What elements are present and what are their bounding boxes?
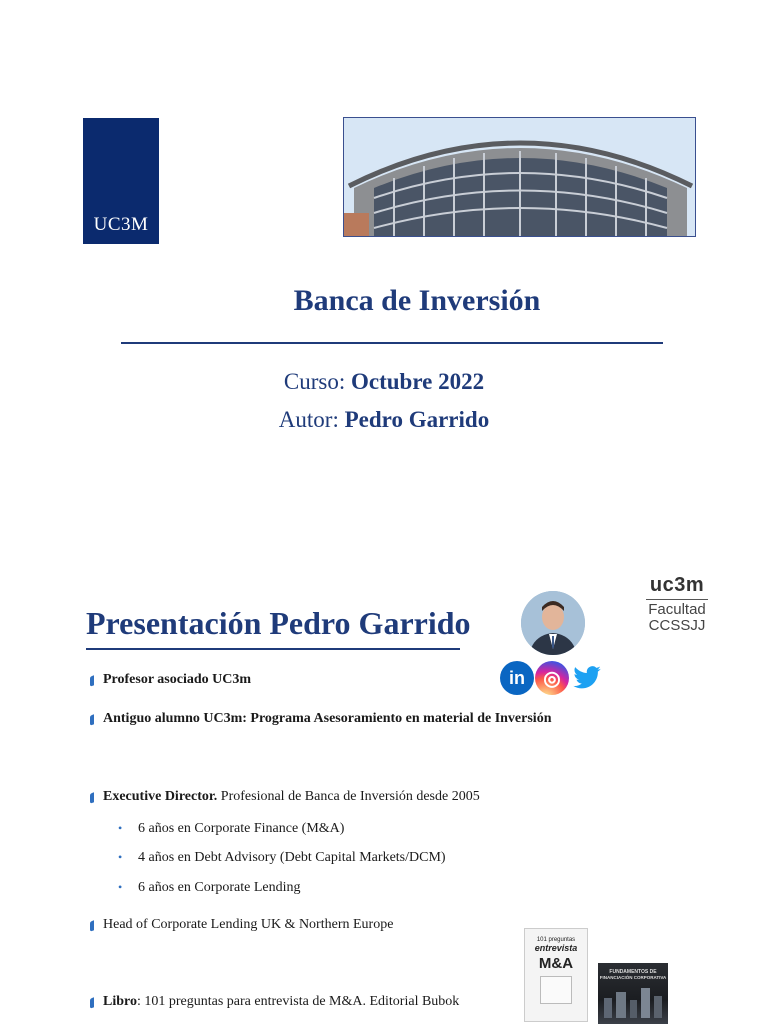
linkedin-icon[interactable] [500, 661, 534, 695]
faculty-logo [640, 574, 714, 648]
uc3m-logo-text: UC3M [93, 214, 149, 235]
twitter-bird [570, 663, 604, 693]
book2-line2: FINANCIACIÓN CORPORATIVA [599, 975, 667, 980]
twitter-icon[interactable] [570, 661, 604, 695]
faculty-line2: CCSSJJ [648, 617, 706, 634]
bullet-libro [90, 994, 459, 1010]
bullet-alumno [90, 711, 552, 727]
bullet-bold: Executive Director. [103, 789, 218, 804]
book-cover-ma [524, 928, 588, 1022]
avatar-portrait [521, 591, 585, 655]
faculty-divider [646, 599, 708, 600]
sub-bullet-marker: • [118, 880, 123, 894]
autor-label: Autor: [278, 407, 339, 432]
sub-bullet-cf [118, 821, 344, 837]
bullet-bold: Libro [103, 994, 137, 1009]
bullet-executive [90, 789, 480, 805]
book1-line2: entrevista [534, 943, 578, 953]
sub-bullet-lending [118, 880, 301, 896]
presentation-title: Presentación Pedro Garrido [86, 605, 471, 641]
building-photo [343, 117, 696, 237]
bullet-text: Head of Corporate Lending UK & Northern Europe [103, 917, 394, 932]
sub-bullet-dcm [118, 850, 446, 866]
instagram-label: ◎ [543, 667, 561, 690]
book2-line1: FUNDAMENTOS DE [609, 969, 657, 975]
bullet-marker [90, 675, 94, 686]
avatar [521, 591, 585, 655]
curso-value: Octubre 2022 [351, 369, 485, 394]
sub-bullet-text: 4 años en Debt Advisory (Debt Capital Markets/DCM) [138, 850, 446, 865]
uc3m-logo [83, 118, 159, 244]
book-cover-financiacion [598, 963, 668, 1024]
book1-illustration [540, 976, 572, 1004]
faculty-brand: uc3m [649, 574, 705, 596]
sub-bullet-text: 6 años en Corporate Finance (M&A) [138, 821, 345, 836]
bullet-profesor [90, 672, 251, 688]
building-illustration [344, 118, 696, 237]
course-title: Banca de Inversión [293, 284, 541, 317]
curso-line [0, 369, 768, 395]
bullet-marker [90, 792, 94, 803]
sub-bullet-marker: • [118, 850, 123, 864]
instagram-icon[interactable] [535, 661, 569, 695]
autor-line [0, 407, 768, 433]
book1-line3: M&A [538, 955, 574, 972]
bullet-head [90, 917, 393, 933]
linkedin-label: in [509, 667, 525, 688]
faculty-line1: Facultad [648, 601, 706, 618]
book1-line1: 101 preguntas [536, 937, 576, 943]
autor-value: Pedro Garrido [344, 407, 490, 432]
bullet-marker [90, 997, 94, 1008]
curso-label: Curso: [283, 369, 346, 394]
sub-bullet-text: 6 años en Corporate Lending [138, 880, 301, 895]
book2-skyline [598, 988, 668, 1018]
title-divider [121, 342, 663, 344]
bullet-text: : 101 preguntas para entrevista de M&A. Editorial Bubok [136, 994, 460, 1009]
presentation-divider [86, 648, 460, 650]
bullet-marker [90, 920, 94, 931]
bullet-marker [90, 714, 94, 725]
bullet-text: Profesional de Banca de Inversión desde 2005 [217, 789, 480, 804]
sub-bullet-marker: • [118, 821, 123, 835]
bullet-text: Antiguo alumno UC3m: Programa Asesoramiento en material de Inversión [103, 711, 552, 726]
bullet-text: Profesor asociado UC3m [103, 672, 252, 687]
